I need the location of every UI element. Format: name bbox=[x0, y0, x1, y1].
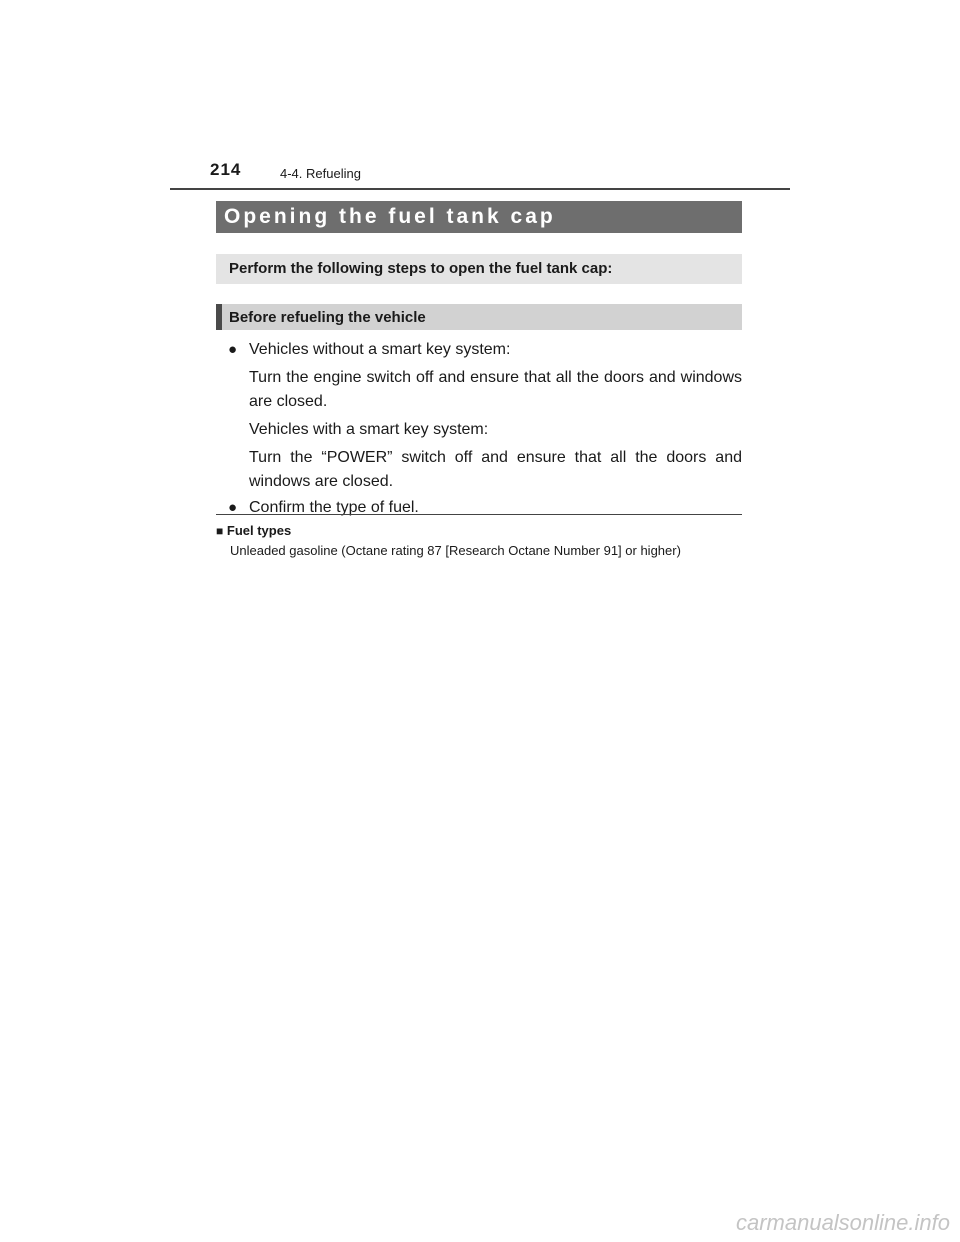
subheading: Before refueling the vehicle bbox=[216, 304, 742, 330]
page-number: 214 bbox=[210, 160, 242, 179]
bullet-continuation: Vehicles with a smart key system: bbox=[249, 421, 489, 438]
intro-text: Perform the following steps to open the fuel tank cap: bbox=[216, 254, 742, 284]
bullet-continuation: Turn the “POWER” switch off and ensure that all the doors and windows are closed. bbox=[249, 449, 742, 490]
bullet-icon: ● bbox=[228, 499, 238, 516]
page-title: Opening the fuel tank cap bbox=[216, 201, 742, 233]
note-heading bbox=[216, 523, 291, 538]
note-body: Unleaded gasoline (Octane rating 87 [Research Octane Number 91] or higher) bbox=[230, 543, 681, 558]
square-marker-icon: ■ bbox=[216, 524, 224, 538]
bullet-item bbox=[228, 496, 742, 520]
divider bbox=[216, 514, 742, 515]
bullet-continuation: Turn the engine switch off and ensure that all the doors and windows are closed. bbox=[249, 369, 742, 410]
bullet-text: Vehicles without a smart key system: bbox=[249, 341, 511, 358]
bullet-text: Confirm the type of fuel. bbox=[249, 499, 419, 516]
section-label: 4-4. Refueling bbox=[280, 166, 361, 181]
bullet-item bbox=[228, 338, 742, 362]
bullet-list bbox=[228, 336, 742, 520]
page-header bbox=[170, 160, 790, 190]
note-heading-text: Fuel types bbox=[226, 523, 292, 538]
bullet-icon: ● bbox=[228, 341, 238, 358]
watermark: carmanualsonline.info bbox=[735, 1210, 950, 1235]
